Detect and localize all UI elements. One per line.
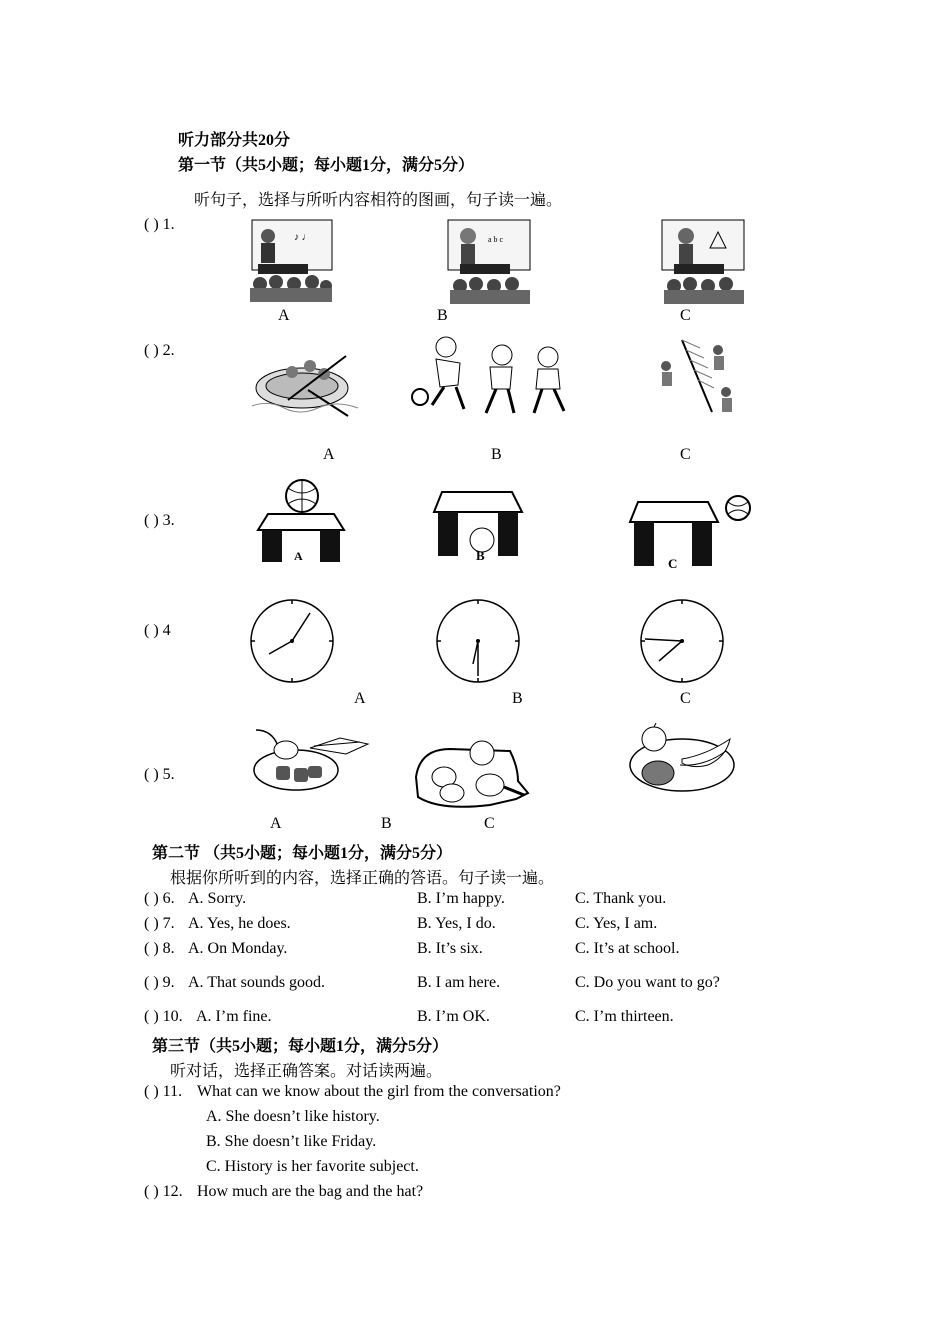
question-11-text: What can we know about the girl from the conversation? [197,1083,561,1100]
question-8-option-b: B. It’s six. [417,940,483,957]
q5-label-a: A [270,815,282,832]
question-10-option-c: C. I’m thirteen. [575,1008,674,1025]
question-8-option-a: A. On Monday. [188,940,288,957]
question-7-option-a: A. Yes, he does. [188,915,291,932]
q4-label-b: B [512,690,523,707]
question-9-option-a: A. That sounds good. [188,974,326,991]
section3-instructions: 听对话，选择正确答案。对话读两遍。 [170,1063,443,1080]
question-9-number: ( ) 9. [144,974,175,991]
section2-instructions: 根据你所听到的内容，选择正确的答语。句子读一遍。 [170,870,555,887]
question-11-option-c: C. History is her favorite subject. [206,1158,419,1175]
section2-title: 第二节 （共5小题；每小题1分，满分5分） [152,845,453,862]
boating-picture-a [248,350,370,420]
blackboard-text-b: a b c [488,235,504,244]
section1-instructions: 听句子，选择与所听内容相符的图画，句子读一遍。 [194,192,563,209]
section1-title: 第一节（共5小题；每小题1分，满分5分） [178,157,475,174]
q2-label-c: C [680,446,691,463]
q5-label-c: C [484,815,495,832]
question-10-number: ( ) 10. [144,1008,183,1025]
classroom-picture-b [446,218,532,308]
ball-under-table-picture-b [432,488,524,566]
ball-beside-table-picture-c [626,492,756,572]
question-10-option-a: A. I’m fine. [196,1008,272,1025]
clock-picture-c [639,598,725,684]
food-plate-picture-a [250,726,372,796]
q1-label-b: B [437,307,448,324]
page-title: 听力部分共20分 [178,132,291,149]
section3-title: 第三节（共5小题；每小题1分，满分5分） [152,1038,449,1055]
question-4-number: ( ) 4 [144,622,171,639]
question-9-option-c: C. Do you want to go? [575,974,720,991]
classroom-picture-c [660,218,746,308]
q5-label-b: B [381,815,392,832]
question-11-number: ( ) 11. [144,1083,183,1100]
question-7-number: ( ) 7. [144,915,175,932]
q4-label-c: C [680,690,691,707]
question-2-number: ( ) 2. [144,342,175,359]
question-12-number: ( ) 12. [144,1183,183,1200]
q2-label-a: A [323,446,335,463]
table-letter-a: A [294,549,303,563]
question-6-option-c: C. Thank you. [575,890,667,907]
food-plate-picture-b [410,737,534,813]
question-11-option-a: A. She doesn’t like history. [206,1108,380,1125]
q1-label-a: A [278,307,290,324]
question-12-text: How much are the bag and the hat? [197,1183,424,1200]
classroom-picture-a [244,218,336,306]
volleyball-picture-c [656,336,740,416]
table-letter-b: B [476,548,485,563]
question-9-option-b: B. I am here. [417,974,501,991]
question-1-number: ( ) 1. [144,216,175,233]
question-3-number: ( ) 3. [144,512,175,529]
food-plate-picture-c [626,723,738,795]
question-7-option-b: B. Yes, I do. [417,915,496,932]
question-6-option-b: B. I’m happy. [417,890,505,907]
q2-label-b: B [491,446,502,463]
question-10-option-b: B. I’m OK. [417,1008,490,1025]
clock-picture-a [249,598,335,684]
svg-text:♪ ♩: ♪ ♩ [294,232,312,243]
question-7-option-c: C. Yes, I am. [575,915,658,932]
question-6-number: ( ) 6. [144,890,175,907]
question-8-option-c: C. It’s at school. [575,940,680,957]
question-11-option-b: B. She doesn’t like Friday. [206,1133,377,1150]
clock-picture-b [435,598,521,684]
question-5-number: ( ) 5. [144,766,175,783]
q1-label-c: C [680,307,691,324]
table-letter-c: C [668,556,678,571]
question-8-number: ( ) 8. [144,940,175,957]
q4-label-a: A [354,690,366,707]
ball-on-table-picture-a [254,476,348,564]
question-6-option-a: A. Sorry. [188,890,247,907]
soccer-picture-b [410,333,576,419]
